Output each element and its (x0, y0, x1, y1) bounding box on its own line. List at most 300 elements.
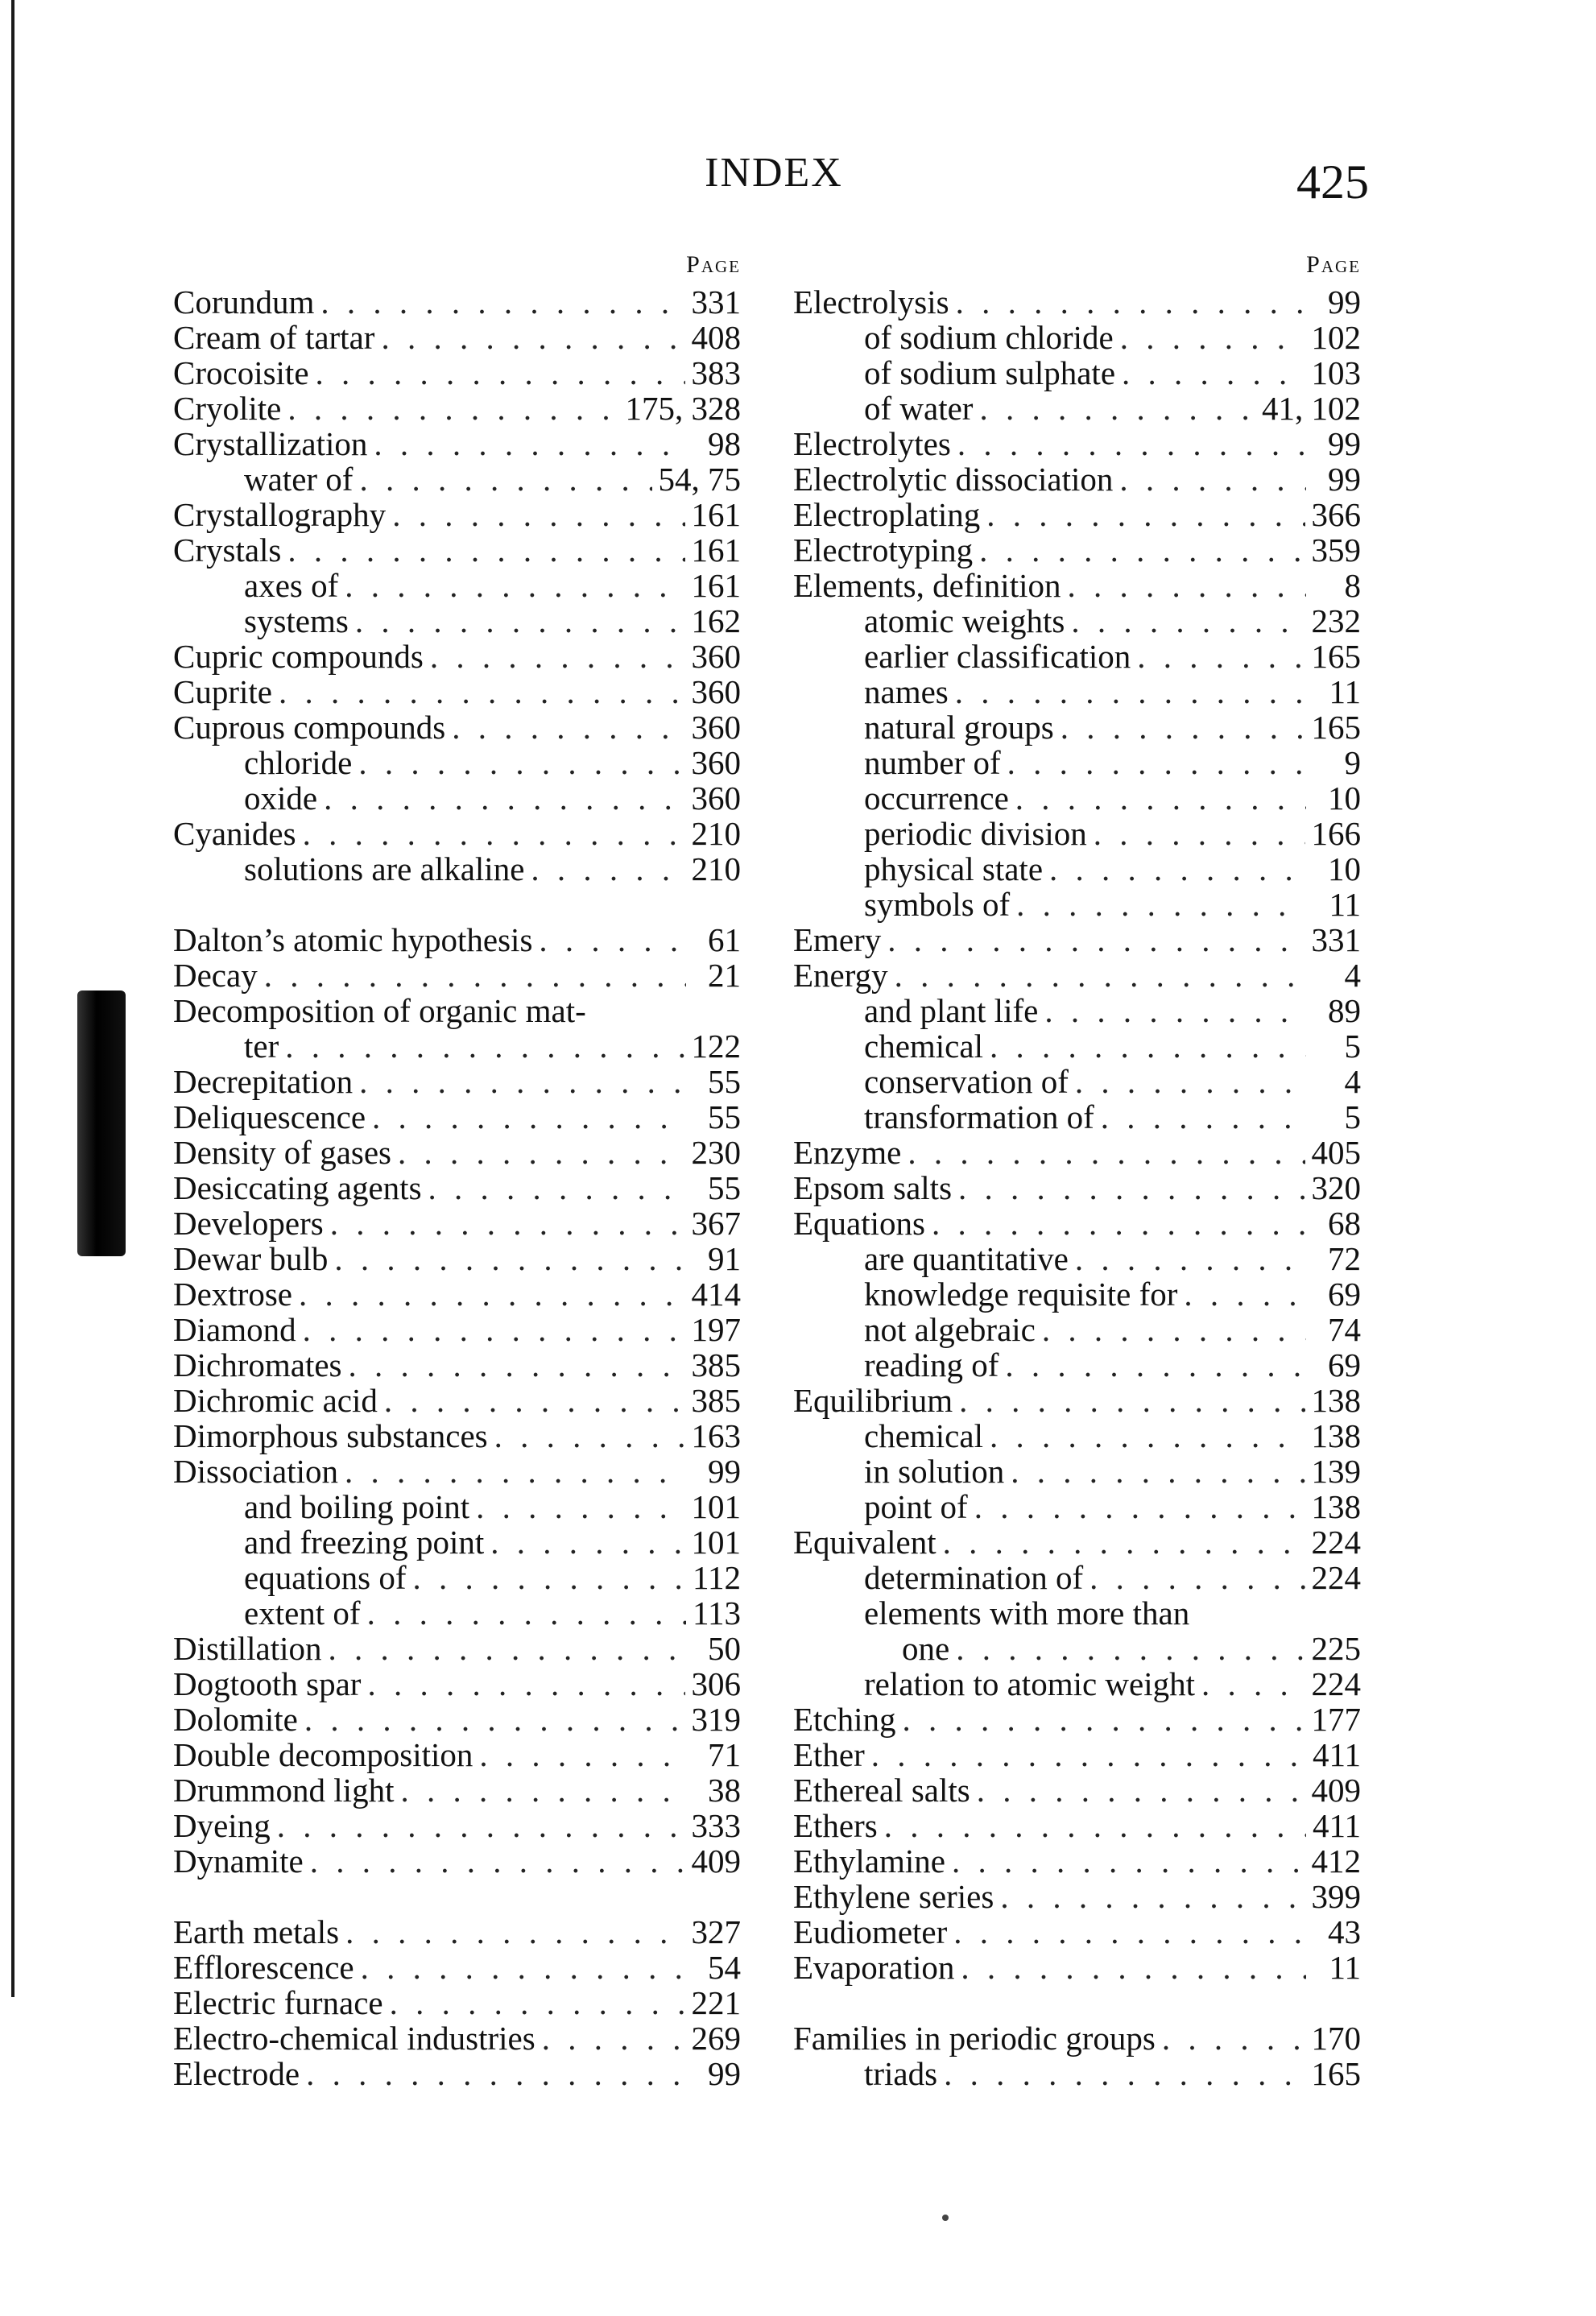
index-entry (173, 674, 741, 709)
index-subentry (793, 1064, 1361, 1099)
leader-dots (303, 1312, 685, 1347)
page-reference: 69 (1328, 1346, 1361, 1383)
leader-dots (1061, 709, 1305, 745)
index-entry (793, 1737, 1361, 1772)
index-entry (173, 1772, 741, 1808)
page-reference: 74 (1328, 1311, 1361, 1348)
page-reference: 161 (691, 496, 741, 533)
index-entry (173, 1347, 741, 1383)
page-reference: 71 (708, 1736, 741, 1773)
index-entry (173, 1241, 741, 1276)
index-subentry (793, 1666, 1361, 1702)
index-term: conservation of (864, 1063, 1069, 1100)
index-term: solutions are alkaline (244, 850, 525, 887)
index-term: Eudiometer (793, 1913, 948, 1950)
index-entry (173, 320, 741, 355)
index-term: Electric furnace (173, 1984, 383, 2021)
index-term: Emery (793, 921, 882, 958)
index-term: triads (864, 2055, 938, 2092)
index-entry (173, 1985, 741, 2020)
leader-dots (345, 1454, 686, 1489)
index-term: Ethylamine (793, 1842, 946, 1880)
leader-dots (381, 320, 684, 355)
index-term: Equivalent (793, 1524, 937, 1561)
leader-dots (944, 2056, 1305, 2091)
index-entry (173, 2056, 741, 2091)
leader-dots (979, 532, 1305, 568)
index-subentry (173, 1524, 741, 1560)
index-term: Drummond light (173, 1772, 395, 1809)
page-reference: 50 (708, 1630, 741, 1667)
index-entry (173, 1454, 741, 1489)
index-term: Dextrose (173, 1276, 293, 1313)
page-reference: 138 (1311, 1382, 1361, 1419)
page-reference: 138 (1311, 1488, 1361, 1525)
leader-dots (361, 1950, 686, 1985)
index-entry (793, 957, 1361, 993)
column-page-label: Page (1306, 251, 1361, 278)
index-entry (173, 2020, 741, 2056)
index-term: Double decomposition (173, 1736, 473, 1773)
index-term: Dynamite (173, 1842, 304, 1880)
index-term: elements with more than (864, 1594, 1190, 1632)
binding-shadow-mark (77, 991, 126, 1256)
page-reference: 306 (691, 1665, 741, 1702)
index-term: Dewar bulb (173, 1240, 329, 1277)
page-reference: 320 (1311, 1169, 1361, 1206)
index-term: Electro-chemical industries (173, 2020, 535, 2057)
page-reference: 331 (1311, 921, 1361, 958)
index-term: Decrepitation (173, 1063, 354, 1100)
index-term: number of (864, 744, 1001, 781)
page-reference: 5 (1344, 1028, 1361, 1065)
index-entry (173, 922, 741, 957)
index-entry (173, 1950, 741, 1985)
index-subentry (793, 320, 1361, 355)
index-subentry (793, 816, 1361, 851)
index-subentry (793, 1347, 1361, 1383)
leader-dots (1000, 1879, 1305, 1914)
leader-dots (320, 284, 684, 320)
index-term: Decomposition of organic mat- (173, 992, 586, 1029)
index-term: and freezing point (244, 1524, 485, 1561)
leader-dots (1005, 1347, 1306, 1383)
index-term: Crocoisite (173, 354, 309, 391)
page-reference: 359 (1311, 531, 1361, 569)
page-reference: 232 (1311, 602, 1361, 639)
index-term: Cupric compounds (173, 638, 424, 675)
index-term: equations of (244, 1559, 407, 1596)
index-subentry (793, 639, 1361, 674)
index-entry (173, 1135, 741, 1170)
page-reference: 385 (691, 1382, 741, 1419)
index-entry (793, 922, 1361, 957)
index-term: one (902, 1630, 950, 1667)
index-entry (173, 497, 741, 532)
index-term: systems (244, 602, 349, 639)
index-entry (173, 639, 741, 674)
index-entry (173, 532, 741, 568)
index-term: physical state (864, 850, 1044, 887)
index-subentry (173, 745, 741, 780)
index-term: point of (864, 1488, 968, 1525)
index-term: Electrode (173, 2055, 300, 2092)
leader-dots (1137, 639, 1305, 674)
page-reference: 399 (1311, 1878, 1361, 1915)
section-gap (173, 1879, 741, 1914)
leader-dots (494, 1418, 685, 1454)
index-term: Corundum (173, 283, 315, 321)
index-term: Dalton’s atomic hypothesis (173, 921, 533, 958)
page-reference: 224 (1311, 1524, 1361, 1561)
index-entry (173, 284, 741, 320)
index-term: chemical (864, 1417, 983, 1454)
index-subentry (793, 993, 1361, 1028)
index-entry (173, 1418, 741, 1454)
index-subentry (173, 568, 741, 603)
leader-dots (306, 2056, 686, 2091)
leader-dots (476, 1489, 684, 1524)
page-reference: 113 (693, 1594, 741, 1632)
index-entry (173, 1312, 741, 1347)
index-term: Cuprous compounds (173, 709, 446, 746)
index-entry (173, 1702, 741, 1737)
index-term: in solution (864, 1453, 1005, 1490)
leader-dots (367, 1666, 684, 1702)
page-reference: 55 (708, 1169, 741, 1206)
page-reference: 161 (691, 567, 741, 604)
leader-dots (372, 1099, 686, 1135)
index-entry (793, 497, 1361, 532)
index-term: Distillation (173, 1630, 322, 1667)
page-reference: 54, 75 (658, 461, 741, 498)
leader-dots (310, 1843, 685, 1879)
page-reference: 360 (691, 673, 741, 710)
index-entry (173, 1843, 741, 1879)
index-term: relation to atomic weight (864, 1665, 1196, 1702)
index-entry (173, 391, 741, 426)
page-reference: 99 (1328, 461, 1361, 498)
page-reference: 99 (708, 1453, 741, 1490)
index-term: of water (864, 390, 974, 427)
page-reference: 38 (708, 1772, 741, 1809)
page-reference: 210 (691, 815, 741, 852)
leader-dots (400, 1772, 686, 1808)
column-page-label: Page (686, 251, 741, 278)
page-reference: 8 (1344, 567, 1361, 604)
index-term: Dichromic acid (173, 1382, 378, 1419)
page-reference: 68 (1328, 1205, 1361, 1242)
index-entry (793, 1808, 1361, 1843)
index-term: Electrolytes (793, 425, 951, 462)
leader-dots (348, 1347, 684, 1383)
index-term: Dolomite (173, 1701, 298, 1738)
leader-dots (1101, 1099, 1306, 1135)
index-entry (173, 993, 741, 1028)
leader-dots (384, 1383, 685, 1418)
index-subentry (173, 851, 741, 887)
leader-dots (955, 674, 1306, 709)
index-term: Equilibrium (793, 1382, 953, 1419)
leader-dots (952, 1843, 1305, 1879)
index-term: Enzyme (793, 1134, 902, 1171)
index-term: Evaporation (793, 1949, 955, 1986)
page-reference: 72 (1328, 1240, 1361, 1277)
index-entry (173, 426, 741, 461)
index-entry (793, 426, 1361, 461)
ink-speck (942, 2215, 949, 2221)
index-term: Electrotyping (793, 531, 974, 569)
page-reference: 221 (691, 1984, 741, 2021)
page-reference: 43 (1328, 1913, 1361, 1950)
page-reference: 197 (691, 1311, 741, 1348)
leader-dots (979, 391, 1255, 426)
leader-dots (990, 1028, 1306, 1064)
index-term: are quantitative (864, 1240, 1069, 1277)
index-entry (793, 1206, 1361, 1241)
index-term: Deliquescence (173, 1098, 366, 1135)
index-term: oxide (244, 780, 318, 817)
index-subentry (173, 1028, 741, 1064)
leader-dots (1016, 887, 1306, 922)
index-term: Dyeing (173, 1807, 271, 1844)
index-entry (793, 284, 1361, 320)
page-reference: 98 (708, 425, 741, 462)
index-entry (793, 1950, 1361, 1985)
index-term: Decay (173, 957, 258, 994)
leader-dots (1049, 851, 1306, 887)
leader-dots (299, 1276, 684, 1312)
page-reference: 11 (1329, 886, 1361, 923)
page-reference: 89 (1328, 992, 1361, 1029)
index-subentry (793, 1489, 1361, 1524)
index-subentry (793, 355, 1361, 391)
page-reference: 177 (1311, 1701, 1361, 1738)
index-subentry (793, 851, 1361, 887)
page-reference: 170 (1311, 2020, 1361, 2057)
leader-dots (358, 745, 684, 780)
index-term: symbols of (864, 886, 1011, 923)
index-entry (173, 1808, 741, 1843)
page-reference: 101 (691, 1524, 741, 1561)
page-reference: 269 (691, 2020, 741, 2057)
index-entry (793, 461, 1361, 497)
index-subentry (793, 887, 1361, 922)
page-reference: 103 (1311, 354, 1361, 391)
leader-dots (428, 1170, 686, 1206)
leader-dots (959, 1383, 1305, 1418)
index-term: Diamond (173, 1311, 296, 1348)
index-entry (173, 1383, 741, 1418)
index-entry (173, 1914, 741, 1950)
page-reference: 333 (691, 1807, 741, 1844)
page-reference: 409 (1311, 1772, 1361, 1809)
index-term: atomic weights (864, 602, 1065, 639)
page-reference: 122 (691, 1028, 741, 1065)
index-entry (173, 816, 741, 851)
page-reference: 224 (1311, 1559, 1361, 1596)
page-reference: 210 (691, 850, 741, 887)
leader-dots (367, 1595, 686, 1631)
index-subentry (793, 674, 1361, 709)
index-entry (173, 1737, 741, 1772)
leader-dots (1015, 780, 1306, 816)
index-term: Dissociation (173, 1453, 338, 1490)
leader-dots (531, 851, 684, 887)
index-subentry (793, 1631, 1361, 1666)
page-reference: 408 (691, 319, 741, 356)
page-reference: 165 (1311, 2055, 1361, 2092)
page-reference: 61 (708, 921, 741, 958)
page-reference: 165 (1311, 709, 1361, 746)
leader-dots (977, 1772, 1305, 1808)
page-reference: 409 (691, 1842, 741, 1880)
index-term: Elements, definition (793, 567, 1061, 604)
index-subentry (173, 1489, 741, 1524)
index-subentry (793, 603, 1361, 639)
leader-dots (961, 1950, 1306, 1985)
index-term: Ethylene series (793, 1878, 994, 1915)
page-reference: 331 (691, 283, 741, 321)
leader-dots (1089, 1560, 1305, 1595)
index-entry (793, 1772, 1361, 1808)
index-term: chloride (244, 744, 353, 781)
leader-dots (392, 497, 684, 532)
index-entry (793, 1914, 1361, 1950)
index-term: Crystallography (173, 496, 387, 533)
index-entry (793, 1843, 1361, 1879)
index-entry (173, 957, 741, 993)
index-term: knowledge requisite for (864, 1276, 1178, 1313)
index-term: chemical (864, 1028, 983, 1065)
section-gap (173, 887, 741, 922)
index-term: Cyanides (173, 815, 296, 852)
index-term: Epsom salts (793, 1169, 953, 1206)
page-reference: 360 (691, 638, 741, 675)
page-reference: 10 (1328, 850, 1361, 887)
index-term: of sodium sulphate (864, 354, 1116, 391)
index-term: Electrolysis (793, 283, 949, 321)
index-entry (793, 1879, 1361, 1914)
index-term: earlier classification (864, 638, 1131, 675)
page-reference: 4 (1344, 957, 1361, 994)
index-term: Families in periodic groups (793, 2020, 1156, 2057)
leader-dots (1067, 568, 1306, 603)
page-reference: 414 (691, 1276, 741, 1313)
page-reference: 21 (708, 957, 741, 994)
leader-dots (956, 284, 1306, 320)
index-entry (173, 1064, 741, 1099)
leader-dots (359, 1064, 686, 1099)
index-entry (173, 1631, 741, 1666)
index-subentry (173, 603, 741, 639)
index-subentry (793, 2056, 1361, 2091)
page-reference: 54 (708, 1949, 741, 1986)
index-term: Cryolite (173, 390, 282, 427)
leader-dots (330, 1206, 685, 1241)
page-reference: 139 (1311, 1453, 1361, 1490)
page-reference: 102 (1311, 319, 1361, 356)
leader-dots (1120, 320, 1305, 355)
leader-dots (903, 1702, 1305, 1737)
index-entry (793, 1170, 1361, 1206)
leader-dots (390, 1985, 685, 2020)
index-entry (793, 1702, 1361, 1737)
index-term: Crystallization (173, 425, 368, 462)
leader-dots (479, 1737, 686, 1772)
leader-dots (345, 568, 684, 603)
leader-dots (1075, 1241, 1306, 1276)
index-term: transformation of (864, 1098, 1094, 1135)
page-reference: 101 (691, 1488, 741, 1525)
leader-dots (374, 426, 686, 461)
page-reference: 360 (691, 709, 741, 746)
leader-dots (316, 355, 685, 391)
index-subentry (793, 1312, 1361, 1347)
page-reference: 412 (1311, 1842, 1361, 1880)
index-entry (793, 1524, 1361, 1560)
index-subentry (793, 1099, 1361, 1135)
page-reference: 161 (691, 531, 741, 569)
leader-dots (956, 1631, 1305, 1666)
leader-dots (413, 1560, 686, 1595)
page-reference: 10 (1328, 780, 1361, 817)
index-subentry (793, 1418, 1361, 1454)
page-reference: 112 (693, 1559, 741, 1596)
leader-dots (1011, 1454, 1305, 1489)
page-reference: 319 (691, 1701, 741, 1738)
index-subentry (173, 1560, 741, 1595)
leader-dots (355, 603, 685, 639)
page-reference: 166 (1311, 815, 1361, 852)
page-reference: 327 (691, 1913, 741, 1950)
page-reference: 11 (1329, 1949, 1361, 1986)
leader-dots (1075, 1064, 1306, 1099)
page-reference: 175, 328 (625, 390, 741, 427)
leader-dots (304, 1702, 685, 1737)
leader-dots (990, 1418, 1305, 1454)
leader-dots (943, 1524, 1305, 1560)
page-reference: 11 (1329, 673, 1361, 710)
index-entry (173, 709, 741, 745)
index-term: Energy (793, 957, 888, 994)
index-entry (173, 1206, 741, 1241)
index-term: ter (244, 1028, 279, 1065)
page-reference: 405 (1311, 1134, 1361, 1171)
leader-dots (287, 391, 618, 426)
index-subentry (793, 1276, 1361, 1312)
index-term: Dimorphous substances (173, 1417, 488, 1454)
leader-dots (490, 1524, 684, 1560)
leader-dots (1162, 2020, 1305, 2056)
page-reference: 366 (1311, 496, 1361, 533)
leader-dots (1044, 993, 1306, 1028)
index-term: Cream of tartar (173, 319, 375, 356)
index-term: Equations (793, 1205, 925, 1242)
index-term: periodic division (864, 815, 1087, 852)
leader-dots (398, 1135, 684, 1170)
page-reference: 162 (691, 602, 741, 639)
page-reference: 165 (1311, 638, 1361, 675)
index-term: Dogtooth spar (173, 1665, 362, 1702)
page-binding-edge (11, 0, 14, 1997)
index-term: Ether (793, 1736, 865, 1773)
page-reference: 225 (1311, 1630, 1361, 1667)
leader-dots (895, 957, 1306, 993)
index-term: names (864, 673, 949, 710)
index-term: not algebraic (864, 1311, 1036, 1348)
leader-dots (303, 816, 685, 851)
